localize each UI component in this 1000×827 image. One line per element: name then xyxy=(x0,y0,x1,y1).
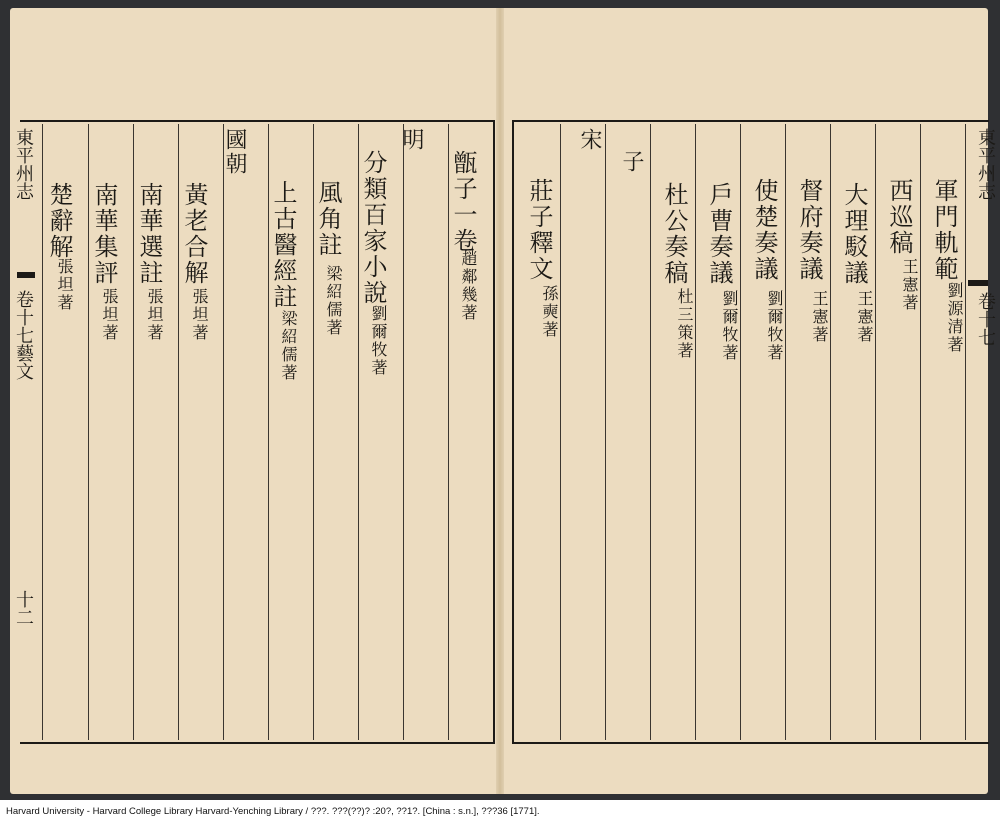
fish-tail-mark xyxy=(17,272,35,278)
entry-author: 梁紹儒著 xyxy=(279,310,298,382)
entry-author: 孫奭著 xyxy=(540,285,559,339)
entry-title: 分類百家小說 xyxy=(359,150,387,306)
entry-author: 杜三策著 xyxy=(675,288,694,360)
entry-author: 趙鄰幾著 xyxy=(459,250,478,322)
column-divider xyxy=(605,124,651,740)
entry-title: 大理駁議 xyxy=(840,182,868,286)
entry-author: 王憲著 xyxy=(810,290,829,344)
entry-title: 杜公奏稿 xyxy=(660,182,688,286)
entry-title: 黃老合解 xyxy=(180,182,208,286)
entry-author: 張坦著 xyxy=(100,288,119,342)
margin-title: 東平州志 xyxy=(13,128,34,200)
entry-title: 楚辭解 xyxy=(45,182,73,260)
column-divider xyxy=(403,124,449,740)
margin-title: 東平州志 xyxy=(975,128,996,200)
entry-title: 西巡稿 xyxy=(885,178,913,256)
entry-author: 張坦著 xyxy=(145,288,164,342)
entry-title: 軍門軌範 xyxy=(930,178,958,282)
section-heading: 子 xyxy=(619,150,644,174)
era-heading: 宋 xyxy=(577,128,602,152)
margin-volume: 卷十七 xyxy=(975,292,996,346)
era-heading: 國朝 xyxy=(222,128,247,176)
entry-author: 梁紹儒著 xyxy=(324,265,343,337)
entry-author: 王憲著 xyxy=(855,290,874,344)
entry-author: 劉爾牧著 xyxy=(369,305,388,377)
entry-title: 南華集評 xyxy=(90,182,118,286)
entry-title: 使楚奏議 xyxy=(750,178,778,282)
entry-author: 張坦著 xyxy=(190,288,209,342)
entry-title: 風角註 xyxy=(314,180,342,258)
entry-title: 上古醫經註 xyxy=(269,180,297,310)
book-gutter xyxy=(496,8,504,794)
column-divider xyxy=(223,124,269,740)
source-caption: Harvard University - Harvard College Library Harvard-Yenching Library / ???. ???(??)? :20?, ??1?. [China : s.n.], ???36 [1771]. xyxy=(6,806,540,817)
column-divider xyxy=(20,124,43,740)
era-heading: 明 xyxy=(399,128,424,152)
entry-title: 甑子一卷 xyxy=(449,150,477,254)
entry-title: 督府奏議 xyxy=(795,178,823,282)
entry-author: 劉爾牧著 xyxy=(720,290,739,362)
column-divider xyxy=(560,124,606,740)
fish-tail-mark xyxy=(968,280,988,286)
entry-author: 劉爾牧著 xyxy=(765,290,784,362)
entry-author: 劉源清著 xyxy=(945,282,964,354)
entry-title: 莊子釋文 xyxy=(525,178,553,282)
entry-author: 張坦著 xyxy=(55,258,74,312)
page-number: 十二 xyxy=(13,590,34,626)
entry-author: 王憲著 xyxy=(900,258,919,312)
entry-title: 南華選註 xyxy=(135,182,163,286)
entry-title: 戶曹奏議 xyxy=(705,182,733,286)
margin-volume: 卷十七藝文 xyxy=(13,290,34,380)
